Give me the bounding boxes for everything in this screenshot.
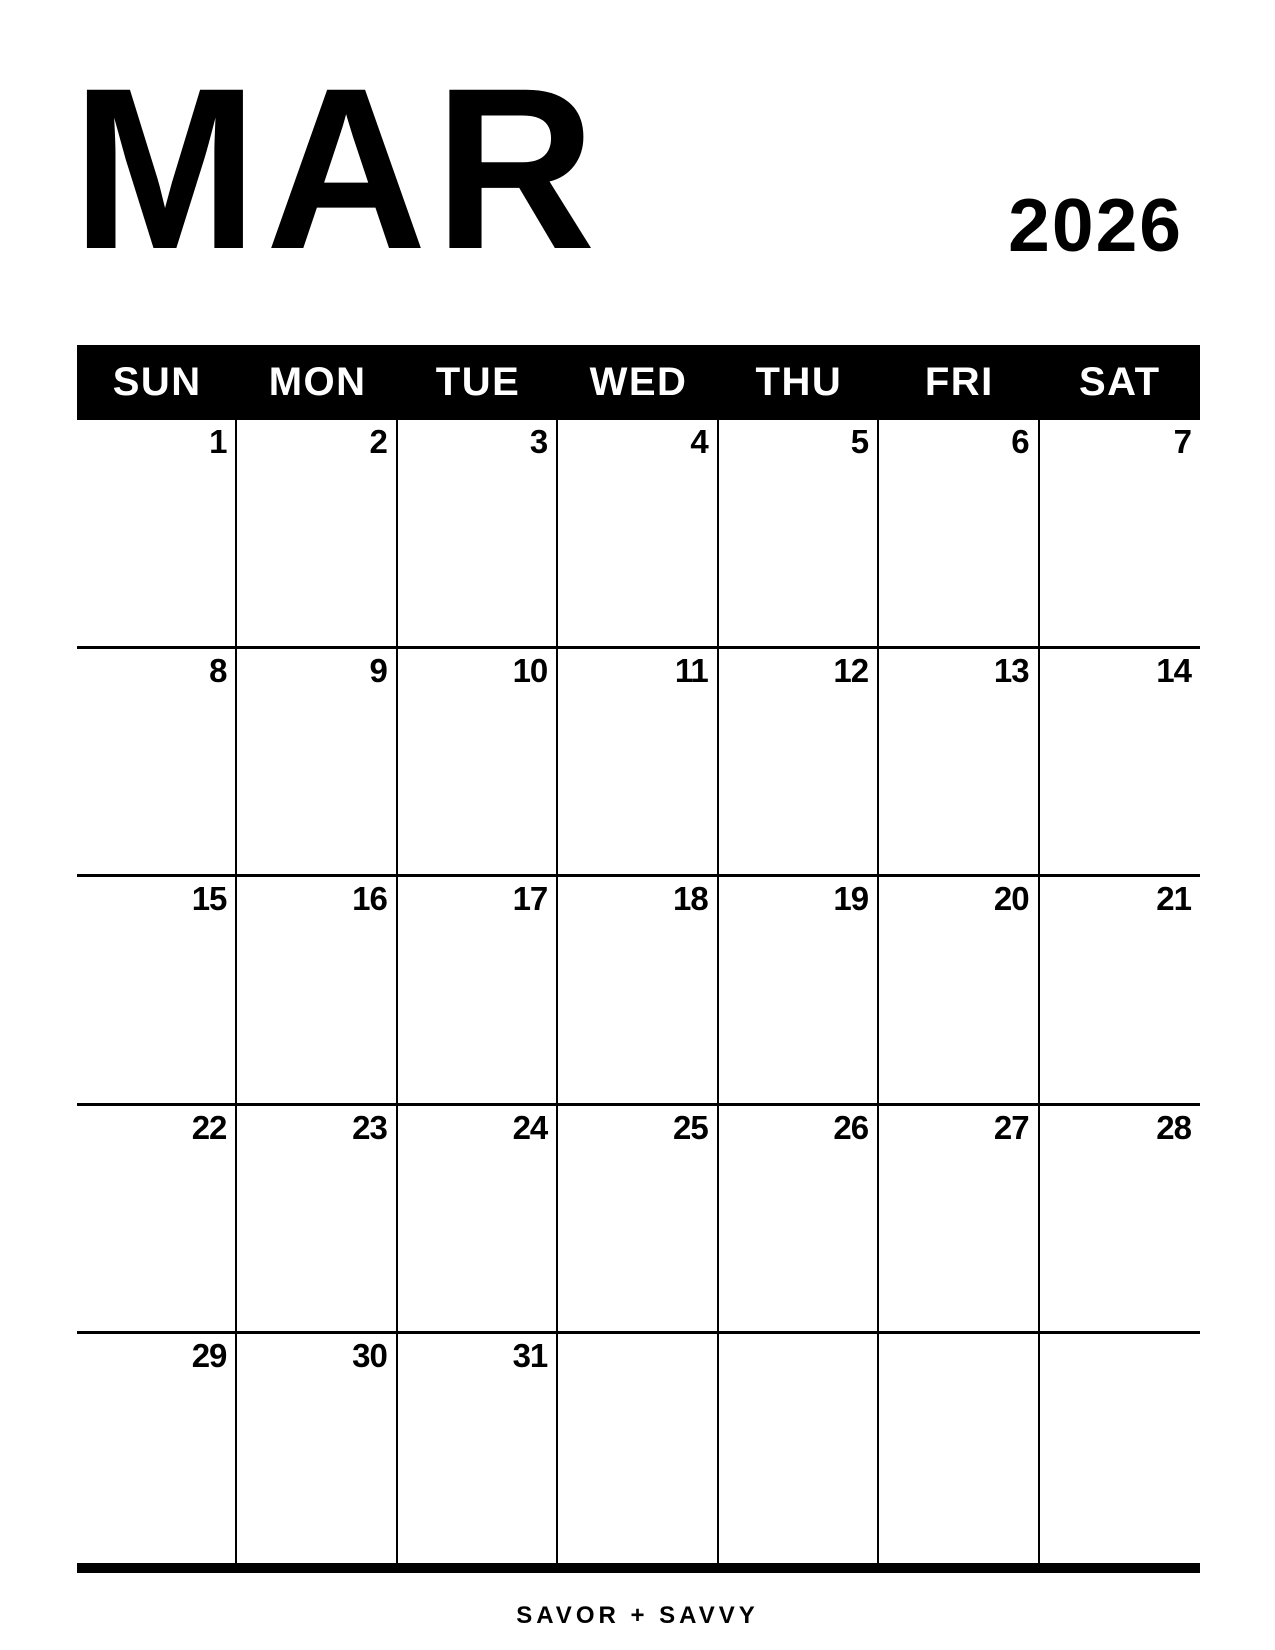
day-number: 15 <box>191 880 227 918</box>
day-number: 26 <box>833 1108 869 1146</box>
calendar-day-cell <box>719 649 879 878</box>
calendar-day-cell <box>719 1334 879 1563</box>
weekday-header-sun: SUN <box>112 360 202 404</box>
day-number: 29 <box>191 1337 227 1375</box>
day-number: 23 <box>352 1108 387 1146</box>
bottom-rule <box>77 1563 1200 1573</box>
weekday-header-sat: SAT <box>1078 360 1161 404</box>
calendar-day-cell <box>398 420 558 649</box>
day-number: 9 <box>369 651 387 689</box>
day-number: 25 <box>672 1108 708 1146</box>
calendar-day-cell <box>558 877 718 1106</box>
calendar-day-cell <box>1040 1106 1200 1335</box>
calendar-day-cell <box>1040 649 1200 878</box>
day-number: 8 <box>209 651 227 689</box>
calendar-day-cell <box>77 649 237 878</box>
calendar-day-cell <box>558 649 718 878</box>
day-number: 19 <box>833 880 869 918</box>
calendar-day-cell <box>237 649 397 878</box>
calendar-day-cell <box>237 877 397 1106</box>
day-number: 18 <box>672 880 708 918</box>
calendar-day-cell <box>398 1334 558 1563</box>
weekday-header-tue: TUE <box>435 360 521 404</box>
calendar-day-cell <box>77 420 237 649</box>
calendar-day-cell <box>237 420 397 649</box>
calendar-day-cell <box>77 1106 237 1335</box>
calendar-day-cell <box>1040 420 1200 649</box>
calendar-day-cell <box>1040 1334 1200 1563</box>
day-number: 31 <box>512 1337 548 1375</box>
calendar-day-cell <box>398 877 558 1106</box>
day-number: 28 <box>1156 1108 1191 1146</box>
day-number: 7 <box>1173 423 1191 460</box>
day-number: 13 <box>993 651 1029 689</box>
day-number: 1 <box>209 423 227 460</box>
year-label: 2026 <box>1008 183 1183 267</box>
calendar-day-cell <box>398 1106 558 1335</box>
calendar-day-cell <box>879 1334 1039 1563</box>
weekday-header-fri: FRI <box>924 360 994 404</box>
calendar-day-cell <box>237 1106 397 1335</box>
weekday-header-wed: WED <box>589 360 688 404</box>
month-title: MAR <box>72 40 604 297</box>
calendar-grid <box>77 420 1200 1563</box>
weekday-header-mon: MON <box>268 360 367 404</box>
calendar-day-cell <box>879 420 1039 649</box>
day-number: 20 <box>993 880 1029 918</box>
day-number: 22 <box>191 1108 227 1146</box>
weekday-header-bar <box>77 345 1200 420</box>
day-number: 5 <box>850 423 869 460</box>
calendar-day-cell <box>237 1334 397 1563</box>
day-number: 21 <box>1156 880 1191 918</box>
day-number: 11 <box>674 651 708 689</box>
day-number: 16 <box>352 880 387 918</box>
calendar-day-cell <box>879 877 1039 1106</box>
day-number: 2 <box>369 423 387 460</box>
calendar-day-cell <box>879 649 1039 878</box>
calendar-day-cell <box>77 877 237 1106</box>
calendar-day-cell <box>719 1106 879 1335</box>
day-number: 27 <box>993 1108 1029 1146</box>
calendar-day-cell <box>719 877 879 1106</box>
calendar-day-cell <box>398 649 558 878</box>
day-number: 4 <box>690 423 708 460</box>
calendar-day-cell <box>558 1106 718 1335</box>
calendar-day-cell <box>1040 877 1200 1106</box>
day-number: 17 <box>512 880 548 918</box>
calendar-day-cell <box>77 1334 237 1563</box>
footer-brand: SAVOR + SAVVY <box>516 1602 759 1629</box>
weekday-header-thu: THU <box>755 360 843 404</box>
calendar-day-cell <box>558 1334 718 1563</box>
day-number: 10 <box>512 651 548 689</box>
day-number: 14 <box>1156 651 1191 689</box>
day-number: 12 <box>833 651 869 689</box>
calendar-day-cell <box>719 420 879 649</box>
day-number: 30 <box>352 1337 387 1375</box>
calendar-day-cell <box>558 420 718 649</box>
day-number: 6 <box>1011 423 1029 460</box>
day-number: 3 <box>529 423 548 460</box>
day-number: 24 <box>512 1108 548 1146</box>
calendar-day-cell <box>879 1106 1039 1335</box>
